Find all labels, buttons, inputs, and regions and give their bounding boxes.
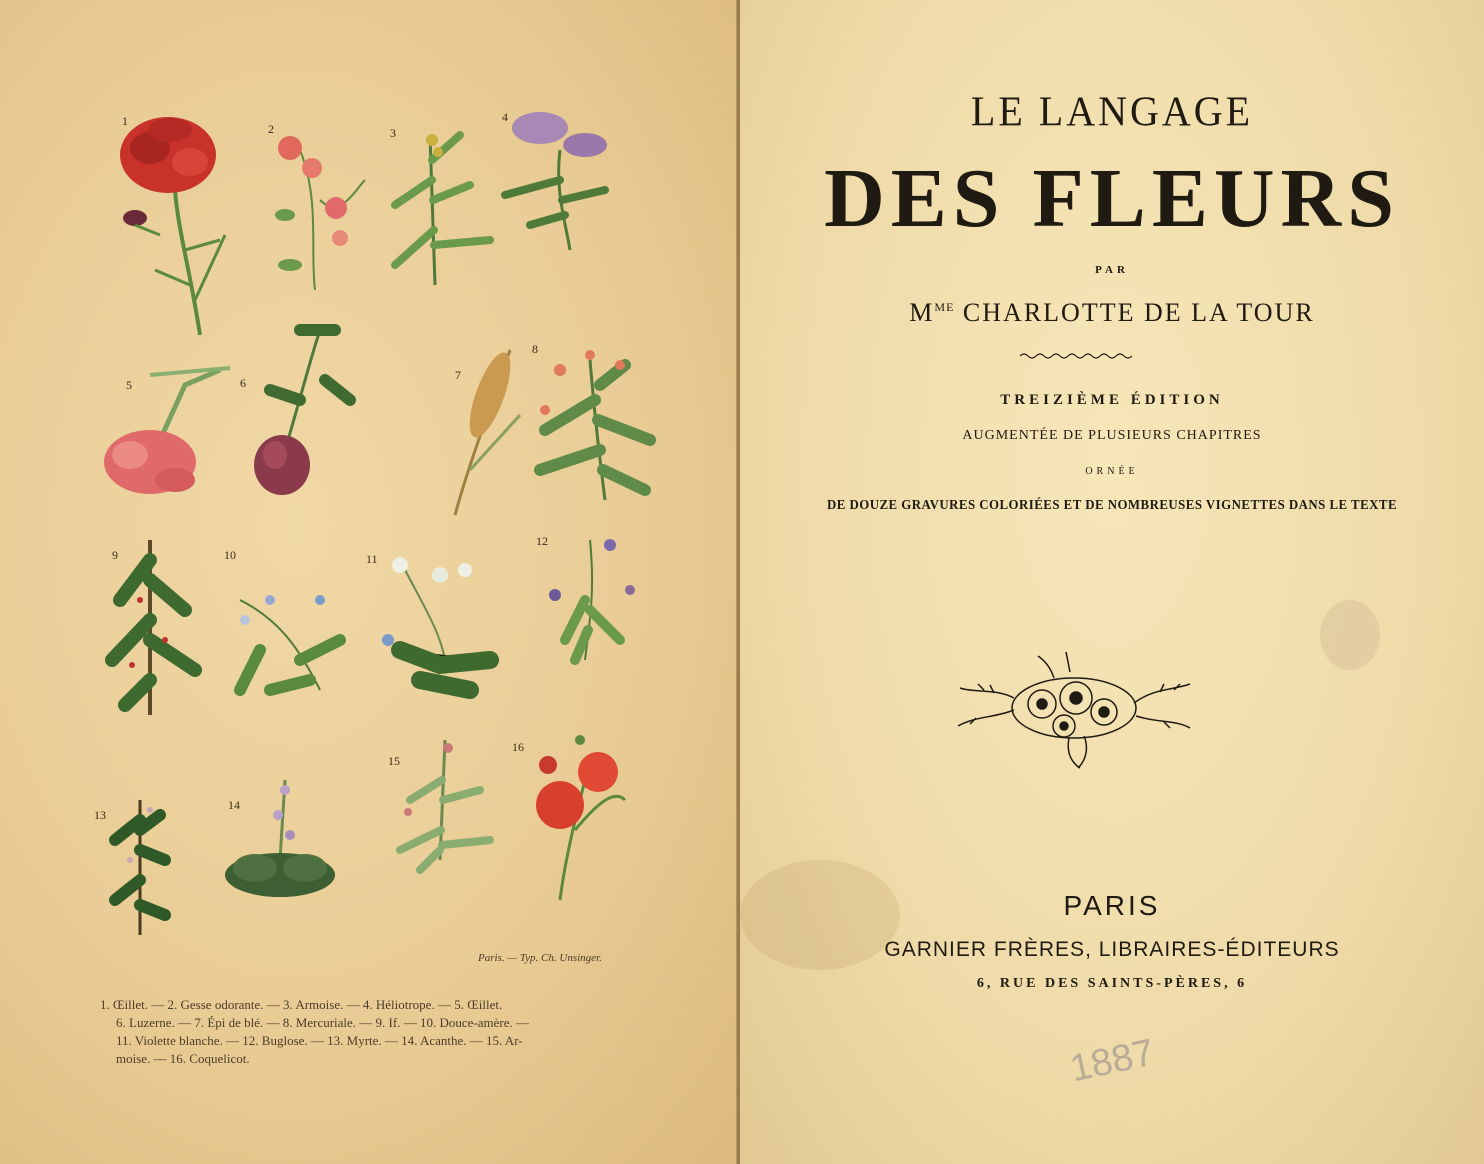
- plate-6-clover: [254, 330, 350, 495]
- plate-11-white-violet: [382, 557, 490, 690]
- flower-plate-illustration: [0, 0, 738, 1164]
- plate-3-armoise: [395, 134, 490, 285]
- frontispiece-page: [0, 0, 738, 1164]
- plate-16-poppy: [536, 735, 625, 900]
- legend-line: 6. Luzerne. — 7. Épi de blé. — 8. Mercuriale. — 9. If. — 10. Douce-amère. —: [116, 1015, 529, 1030]
- author-name: [740, 298, 1484, 328]
- plate-number: 5: [126, 378, 132, 392]
- plate-number: 10: [224, 548, 236, 562]
- engravings-label: DE DOUZE GRAVURES COLORIÉES ET DE NOMBREUSES VIGNETTES DANS LE TEXTE: [826, 498, 1398, 513]
- plate-5-carnation: [104, 368, 230, 494]
- by-label: PAR: [1095, 264, 1129, 276]
- plate-12-bugloss: [549, 539, 635, 660]
- plate-number: 15: [388, 754, 400, 768]
- plate-14-acanthus: [225, 780, 335, 897]
- author-full-name: CHARLOTTE DE LA TOUR: [962, 298, 1315, 327]
- author-prefix-sup: ME: [934, 300, 955, 314]
- legend-line: 11. Violette blanche. — 12. Buglose. — 13. Myrte. — 14. Acanthe. — 15. Ar-: [116, 1033, 523, 1048]
- plate-2-sweet-pea: [275, 136, 365, 290]
- augmented-label: AUGMENTÉE DE PLUSIEURS CHAPITRES: [962, 428, 1262, 443]
- publisher-address: 6, RUE DES SAINTS-PÈRES, 6: [976, 976, 1248, 991]
- title-line-2: DES FLEURS: [824, 152, 1400, 245]
- legend-line: 1. Œillet. — 2. Gesse odorante. — 3. Armoise. — 4. Héliotrope. — 5. Œillet.: [100, 997, 503, 1012]
- plate-legend: [100, 996, 662, 1068]
- plate-number: 2: [268, 122, 274, 136]
- ornee-label: ORNÉE: [1085, 466, 1139, 477]
- plate-1-carnation: [120, 117, 225, 335]
- plate-10-bittersweet: [240, 595, 340, 690]
- pencil-annotation: 1887: [1066, 1031, 1158, 1091]
- plate-number: 8: [532, 342, 538, 356]
- plate-number: 1: [122, 114, 128, 128]
- plate-number: 9: [112, 548, 118, 562]
- plate-number: 6: [240, 376, 246, 390]
- plate-7-wheat: [455, 348, 520, 515]
- publisher-name: GARNIER FRÈRES, LIBRAIRES-ÉDITEURS: [884, 938, 1340, 961]
- paper-stain: [1320, 600, 1380, 670]
- ornamental-rule: [1018, 350, 1134, 362]
- plate-number: 14: [228, 798, 240, 812]
- title-line-1: LE LANGAGE: [970, 87, 1254, 136]
- plate-13-myrtle: [115, 800, 165, 935]
- plate-number: 11: [366, 552, 378, 566]
- plate-number: 13: [94, 808, 106, 822]
- plate-number: 4: [502, 110, 508, 124]
- legend-line: moise. — 16. Coquelicot.: [116, 1051, 250, 1066]
- plate-9-yew: [112, 540, 195, 715]
- floral-vignette: [954, 648, 1194, 770]
- author-prefix: M: [909, 298, 935, 327]
- edition-label: TREIZIÈME ÉDITION: [1000, 392, 1224, 408]
- plate-number: 3: [390, 126, 396, 140]
- plate-4-heliotrope: [505, 112, 607, 250]
- plate-number: 12: [536, 534, 548, 548]
- plate-15-armoise: [400, 740, 490, 870]
- imprint-city: PARIS: [1063, 890, 1161, 921]
- plate-8-mercuriale: [540, 350, 650, 500]
- printer-imprint: Paris. — Typ. Ch. Unsinger.: [478, 952, 602, 964]
- title-page: [740, 0, 1484, 1164]
- plate-number: 16: [512, 740, 524, 754]
- plate-number: 7: [455, 368, 461, 382]
